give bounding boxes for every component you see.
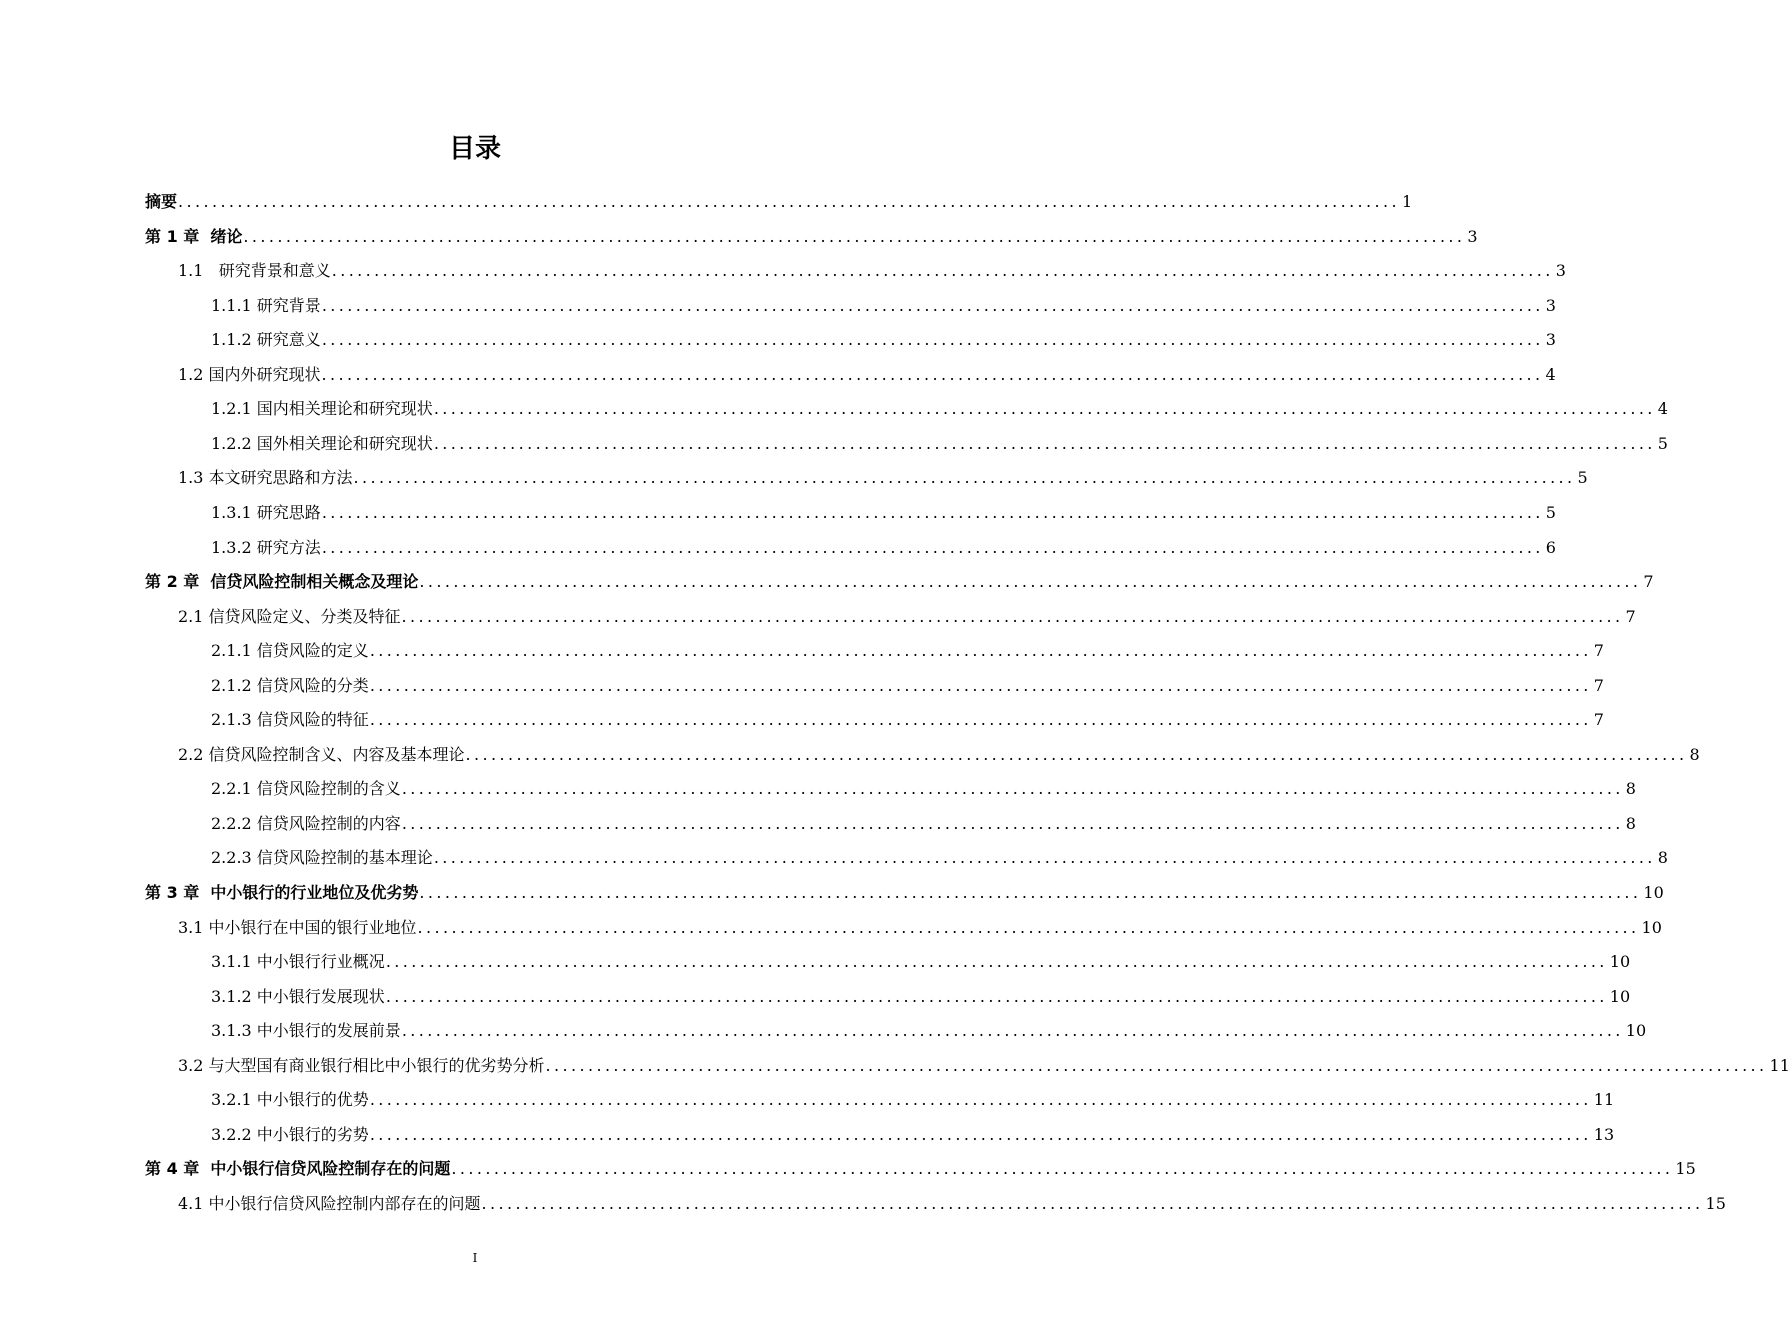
toc-entry[interactable] [211,1017,1647,1041]
toc-entry-title: 1.1.1 研究背景 [211,296,321,315]
toc-entry-page: 5 [1545,503,1556,522]
toc-dot-leader: ................................................................................................................................................ [433,399,1656,418]
toc-entry[interactable] [145,1155,1696,1179]
toc-entry[interactable] [211,292,1556,316]
toc-dot-leader: ................................................................................................................................................ [451,1159,1674,1178]
toc-entry-page: 8 [1689,745,1700,764]
toc-entry-title: 4.1 中小银行信贷风险控制内部存在的问题 [178,1194,481,1213]
toc-entry-title: 2.2.2 信贷风险控制的内容 [211,814,401,833]
toc-dot-leader: ................................................................................................................................................ [433,848,1656,867]
toc-entry[interactable] [211,637,1604,661]
toc-entry[interactable] [211,534,1556,558]
toc-entry[interactable] [211,1121,1615,1145]
toc-dot-leader: ................................................................................................................................................ [385,987,1608,1006]
toc-dot-leader: ................................................................................................................................................ [401,1021,1624,1040]
toc-entry[interactable] [178,257,1566,281]
toc-entry-page: 15 [1705,1194,1726,1213]
toc-entry-title: 第 4 章 中小银行信贷风险控制存在的问题 [145,1159,451,1178]
toc-entry-page: 1 [1402,192,1413,211]
toc-entry[interactable] [178,1052,1790,1076]
toc-entry-page: 4 [1657,399,1668,418]
toc-dot-leader: ................................................................................................................................................ [321,296,1544,315]
toc-entry-page: 7 [1593,710,1604,729]
toc-entry[interactable] [211,1086,1615,1110]
toc-entry-page: 10 [1609,952,1631,971]
toc-dot-leader: ................................................................................................................................................ [385,952,1608,971]
toc-entry-title: 3.1.1 中小银行行业概况 [211,952,385,971]
toc-entry-title: 2.2.1 信贷风险控制的含义 [211,779,401,798]
toc-entry-page: 8 [1625,814,1636,833]
toc-entry-page: 6 [1545,538,1556,557]
toc-entry-title: 1.3.1 研究思路 [211,503,321,522]
toc-entry[interactable] [145,879,1664,903]
toc-entry-page: 11 [1769,1056,1790,1075]
toc-entry-page: 13 [1593,1125,1615,1144]
toc-entry-title: 摘要 [145,192,178,211]
toc-dot-leader: ................................................................................................................................................ [178,192,1400,211]
toc-entry-title: 第 2 章 信贷风险控制相关概念及理论 [145,572,419,591]
toc-entry-title: 1.2 国内外研究现状 [178,365,321,384]
toc-dot-leader: ................................................................................................................................................ [321,365,1544,384]
toc-dot-leader: ................................................................................................................................................ [545,1056,1768,1075]
toc-entry-title: 1.3.2 研究方法 [211,538,321,557]
toc-dot-leader: ................................................................................................................................................ [419,572,1642,591]
toc-entry-page: 11 [1593,1090,1615,1109]
toc-entry[interactable] [178,603,1636,627]
toc-dot-leader: ................................................................................................................................................ [369,676,1592,695]
toc-entry-page: 3 [1467,227,1478,246]
toc-entry-title: 3.1.3 中小银行的发展前景 [211,1021,401,1040]
toc-entry[interactable] [211,844,1668,868]
toc-dot-leader: ................................................................................................................................................ [369,1125,1592,1144]
toc-entry[interactable] [178,914,1662,938]
toc-entry-title: 2.1.2 信贷风险的分类 [211,676,369,695]
toc-entry-page: 3 [1555,261,1566,280]
toc-entry-title: 1.3 本文研究思路和方法 [178,468,353,487]
toc-dot-leader: ................................................................................................................................................ [417,918,1640,937]
toc-dot-leader: ................................................................................................................................................ [433,434,1656,453]
toc-entry[interactable] [178,1190,1726,1214]
toc-entry[interactable] [211,672,1604,696]
toc-entry[interactable] [211,983,1631,1007]
toc-entry-page: 3 [1545,296,1556,315]
toc-dot-leader: ................................................................................................................................................ [481,1194,1704,1213]
toc-entry[interactable] [178,464,1588,488]
toc-entry-page: 10 [1641,918,1662,937]
toc-entry-title: 2.2.3 信贷风险控制的基本理论 [211,848,433,867]
toc-entry-title: 1.2.2 国外相关理论和研究现状 [211,434,433,453]
toc-entry[interactable] [145,568,1654,592]
toc-entry-title: 2.1.1 信贷风险的定义 [211,641,369,660]
toc-entry[interactable] [211,706,1604,730]
toc-entry[interactable] [145,188,1413,212]
toc-dot-leader: ................................................................................................................................................ [321,503,1544,522]
toc-dot-leader: ................................................................................................................................................ [321,330,1544,349]
toc-dot-leader: ................................................................................................................................................ [369,1090,1592,1109]
toc-dot-leader: ................................................................................................................................................ [331,261,1554,280]
toc-dot-leader: ................................................................................................................................................ [401,779,1624,798]
toc-entry[interactable] [211,395,1668,419]
toc-entry-title: 1.1 研究背景和意义 [178,261,331,280]
toc-dot-leader: ................................................................................................................................................ [369,641,1592,660]
toc-entry-title: 第 3 章 中小银行的行业地位及优劣势 [145,883,419,902]
toc-entry-page: 5 [1657,434,1668,453]
toc-entry-page: 10 [1625,1021,1647,1040]
toc-entry-title: 3.2.2 中小银行的劣势 [211,1125,369,1144]
toc-entry-page: 4 [1545,365,1556,384]
toc-entry[interactable] [145,223,1478,247]
toc-entry-page: 10 [1643,883,1664,902]
toc-dot-leader: ................................................................................................................................................ [401,814,1624,833]
toc-entry[interactable] [211,775,1636,799]
toc-entry-page: 5 [1577,468,1588,487]
toc-dot-leader: ................................................................................................................................................ [243,227,1466,246]
toc-entry-title: 1.2.1 国内相关理论和研究现状 [211,399,433,418]
toc-entry-title: 第 1 章 绪论 [145,227,243,246]
toc-entry[interactable] [211,499,1556,523]
toc-entry-title: 3.2 与大型国有商业银行相比中小银行的优劣势分析 [178,1056,545,1075]
toc-entry-page: 10 [1609,987,1631,1006]
toc-dot-leader: ................................................................................................................................................ [353,468,1576,487]
toc-entry-title: 3.1 中小银行在中国的银行业地位 [178,918,417,937]
toc-dot-leader: ................................................................................................................................................ [321,538,1544,557]
toc-dot-leader: ................................................................................................................................................ [401,607,1624,626]
toc-entry-page: 8 [1657,848,1668,867]
toc-entry-page: 7 [1593,641,1604,660]
toc-entry-title: 2.1 信贷风险定义、分类及特征 [178,607,401,626]
toc-entry-page: 8 [1625,779,1636,798]
toc-entry[interactable] [211,326,1556,350]
toc-entry[interactable] [178,361,1556,385]
page-number: I [472,1251,478,1265]
toc-entry-title: 1.1.2 研究意义 [211,330,321,349]
toc-entry-page: 3 [1545,330,1556,349]
toc-dot-leader: ................................................................................................................................................ [419,883,1642,902]
toc-entry[interactable] [211,810,1636,834]
toc-dot-leader: ................................................................................................................................................ [369,710,1592,729]
toc-entry-page: 15 [1675,1159,1696,1178]
toc-entry[interactable] [211,430,1668,454]
toc-dot-leader: ................................................................................................................................................ [465,745,1688,764]
page-title: 目录 [448,134,501,164]
toc-entry-page: 7 [1625,607,1636,626]
toc-entry-title: 2.1.3 信贷风险的特征 [211,710,369,729]
toc-entry-page: 7 [1643,572,1654,591]
toc-entry-title: 2.2 信贷风险控制含义、内容及基本理论 [178,745,465,764]
toc-entry-title: 3.1.2 中小银行发展现状 [211,987,385,1006]
toc-entry[interactable] [211,948,1631,972]
toc-entry-page: 7 [1593,676,1604,695]
toc-entry-title: 3.2.1 中小银行的优势 [211,1090,369,1109]
toc-entry[interactable] [178,741,1700,765]
